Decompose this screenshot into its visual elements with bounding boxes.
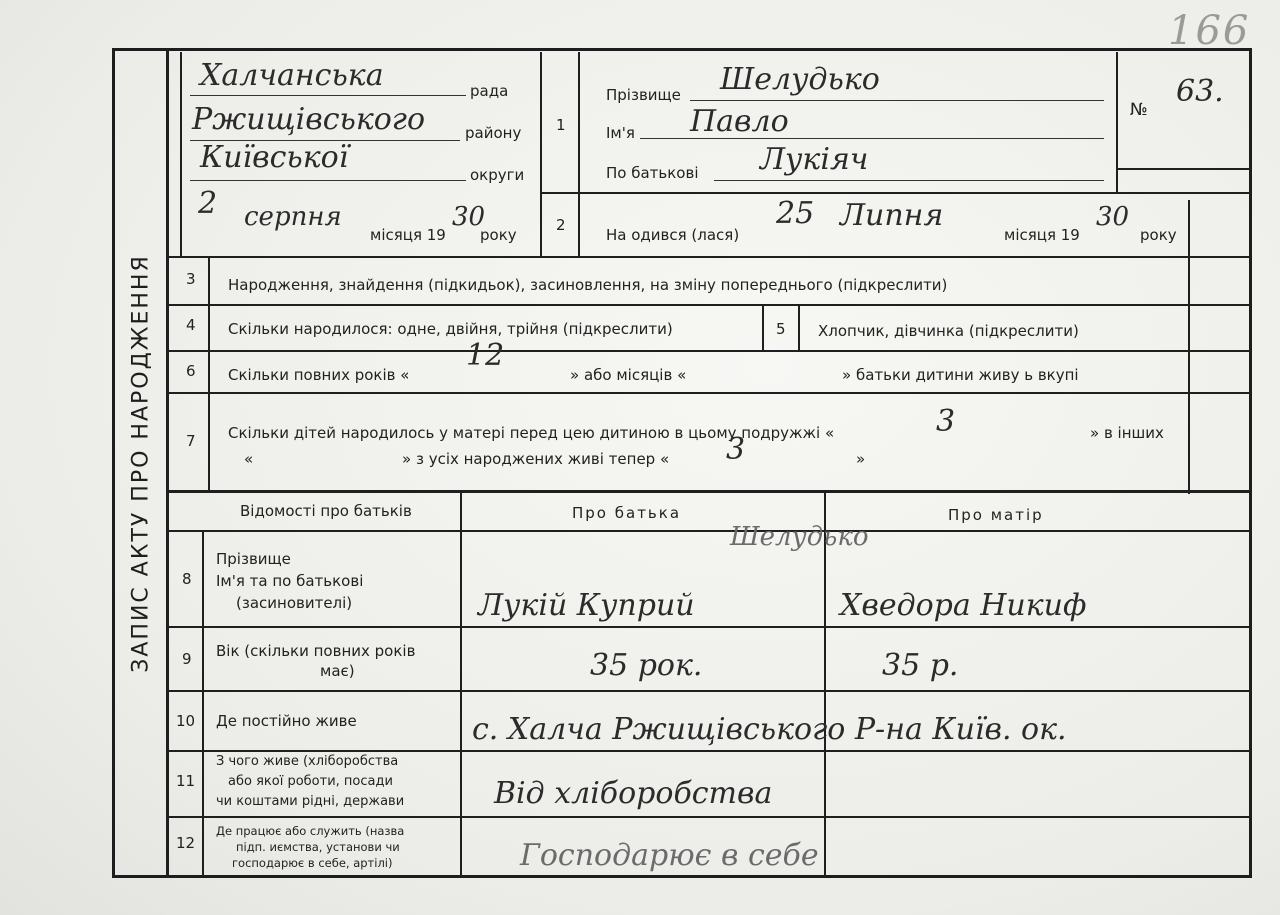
- row-10-label-1: Де постійно живе: [216, 712, 357, 730]
- row-9-label-2: має): [320, 662, 355, 680]
- divider: [168, 626, 1250, 628]
- divider: [1188, 200, 1190, 494]
- row-7-number: 7: [186, 432, 196, 450]
- mother-age-value: 35 р.: [882, 648, 959, 683]
- row-5-number: 5: [776, 320, 786, 338]
- row-4-text: Скільки народилося: одне, двійня, трійня (підкреслити): [228, 320, 673, 338]
- row-8-label-2: Ім'я та по батькові: [216, 572, 364, 590]
- row-6-text-c: » батьки дитини живу ь вкупі: [842, 366, 1079, 384]
- divider: [202, 532, 204, 876]
- divider: [798, 304, 800, 352]
- row-7-line2-a: «: [244, 450, 254, 468]
- page-number: 166: [1168, 8, 1251, 54]
- row-8-label-3: (засиновителі): [236, 594, 353, 612]
- divider: [168, 256, 1250, 258]
- row-4-number: 4: [186, 316, 196, 334]
- rada-label: рада: [470, 82, 509, 100]
- parents-surname-value: Шелудько: [730, 522, 869, 552]
- divider: [168, 392, 1250, 394]
- row-5-text: Хлопчик, дівчинка (підкреслити): [818, 322, 1079, 340]
- row-7-line2-b: » з усіх народжених живі тепер «: [402, 450, 670, 468]
- row-7-line1-b: » в інших: [1090, 424, 1164, 442]
- surname-value: Шелудько: [720, 62, 880, 97]
- mother-name-value: Хведора Никиф: [840, 588, 1087, 623]
- col-mother-header: Про матір: [948, 506, 1044, 524]
- divider: [578, 52, 580, 258]
- year-value: 30: [452, 202, 486, 232]
- divider: [762, 304, 764, 352]
- divider: [180, 52, 182, 258]
- row-9-label-1: Вік (скільки повних років: [216, 642, 416, 660]
- row-6-text-a: Скільки повних років «: [228, 366, 410, 384]
- month-value: серпня: [244, 202, 342, 232]
- occupation-value: Від хліборобства: [494, 776, 773, 811]
- patronymic-value: Лукіяч: [760, 142, 869, 177]
- row-12-label-1: Де працює або служить (назва: [216, 824, 405, 838]
- row-11-label-1: З чого живе (хліборобства: [216, 754, 399, 769]
- row-8-number: 8: [182, 570, 192, 588]
- row-3-text: Народження, знайдення (підкидьок), засиновлення, на зміну попереднього (підкреслити): [228, 276, 948, 294]
- row-10-number: 10: [176, 712, 196, 730]
- record-no-value: 63.: [1176, 74, 1224, 109]
- divider: [168, 350, 1250, 352]
- fill-line: [714, 180, 1104, 181]
- name-label: Ім'я: [606, 124, 635, 142]
- divider: [1116, 168, 1250, 170]
- col-info-header: Відомості про батьків: [240, 502, 412, 520]
- born-label: На одився (лася): [606, 226, 740, 244]
- row-7-line2-c: »: [856, 450, 866, 468]
- row-11-number: 11: [176, 772, 196, 790]
- month-label: місяця 19: [370, 226, 446, 244]
- divider: [166, 48, 169, 878]
- divider: [168, 530, 1250, 532]
- divider: [168, 816, 1250, 818]
- row-12-label-3: господарює в себе, артілі): [232, 856, 393, 870]
- row-7-value1: 3: [936, 404, 956, 439]
- row-11-label-3: чи коштами рідні, держави: [216, 794, 405, 809]
- fill-line: [190, 95, 466, 96]
- divider: [168, 304, 1250, 306]
- row-12-number: 12: [176, 834, 196, 852]
- divider: [540, 52, 542, 258]
- row-12-label-2: підп. иємства, установи чи: [236, 840, 400, 854]
- father-age-value: 35 рок.: [590, 648, 703, 683]
- rada-value: Халчанська: [200, 58, 384, 93]
- day-value: 2: [198, 186, 218, 221]
- section-1-number: 1: [556, 116, 566, 134]
- born-day-value: 25: [776, 196, 815, 231]
- col-father-header: Про батька: [572, 504, 682, 522]
- okrug-label: округи: [470, 166, 525, 184]
- name-value: Павло: [690, 104, 789, 139]
- okrug-value: Київської: [200, 140, 349, 175]
- row-7-value2: 3: [726, 432, 746, 467]
- born-year-value: 30: [1096, 202, 1130, 232]
- fill-line: [690, 100, 1104, 101]
- born-month-label: місяця 19: [1004, 226, 1080, 244]
- father-name-value: Лукій Куприй: [478, 588, 695, 623]
- raion-label: району: [465, 124, 522, 142]
- row-7-line1-a: Скільки дітей народилось у матері перед цею дитиною в цьому подружжі «: [228, 424, 835, 442]
- row-6-value: 12: [466, 338, 505, 373]
- divider: [460, 492, 462, 876]
- row-8-label-1: Прізвище: [216, 550, 291, 568]
- raion-value: Ржищівського: [192, 102, 426, 137]
- born-year-label: року: [1140, 226, 1177, 244]
- surname-label: Прізвище: [606, 86, 681, 104]
- section-2-number: 2: [556, 216, 566, 234]
- year-label: року: [480, 226, 517, 244]
- divider: [168, 750, 1250, 752]
- divider: [168, 490, 1250, 493]
- divider: [1116, 52, 1118, 192]
- row-11-label-2: або якої роботи, посади: [228, 774, 393, 789]
- row-6-number: 6: [186, 362, 196, 380]
- fill-line: [190, 180, 466, 181]
- fill-line: [640, 138, 1104, 139]
- born-month-value: Липня: [840, 198, 944, 233]
- workplace-value: Господарює в себе: [520, 838, 819, 873]
- row-6-text-b: » або місяців «: [570, 366, 687, 384]
- row-3-number: 3: [186, 270, 196, 288]
- residence-value: с. Халча Ржищівського Р-на Київ. ок.: [472, 712, 1067, 747]
- sidebar-title: ЗАПИС АКТУ ПРО НАРОДЖЕННЯ: [128, 253, 154, 673]
- record-no-label: №: [1130, 100, 1148, 120]
- divider: [168, 690, 1250, 692]
- patronymic-label: По батькові: [606, 164, 699, 182]
- divider: [542, 192, 1250, 194]
- row-9-number: 9: [182, 650, 192, 668]
- divider: [208, 256, 210, 490]
